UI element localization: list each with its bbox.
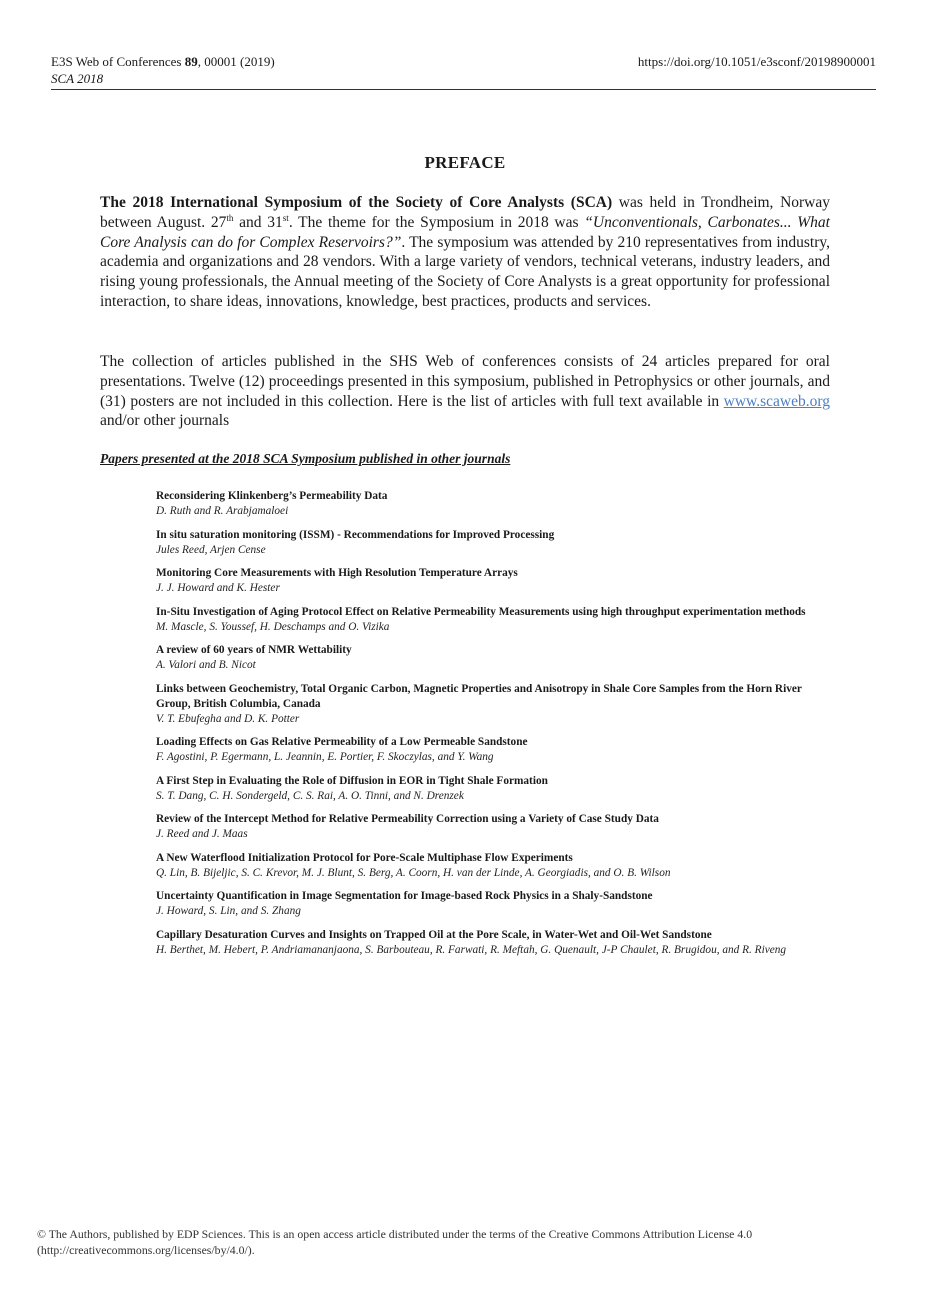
intro-paragraph: The 2018 International Symposium of the Society of Core Analysts (SCA) was held in Trondheim, Norway between August. 27th and 31st. The theme for the Symposium in 2018 was “Unconventionals, Carbonates... What Core Analysis can do for Complex Reservoirs?”. The symposium was attended by 210 representatives from industry, academia and organizations and 28 vendors. With a large variety of vendors, technical veterans, industry leaders, and rising young professionals, the Annual meeting of the Society of Core Analysts is a great opportunity for professional interaction, to share ideas, innovations, knowledge, best practices, products and services. <box>100 194 830 310</box>
paper-entry <box>156 643 821 672</box>
paper-list <box>156 489 821 966</box>
paper-title: Links between Geochemistry, Total Organic Carbon, Magnetic Properties and Anisotropy in Shale Core Samples from the Horn River Group, British Columbia, Canada <box>156 682 802 710</box>
journal-citation: E3S Web of Conferences 89, 00001 (2019) <box>51 54 275 69</box>
intro-lead: The 2018 International Symposium of the Society of Core Analysts (SCA) <box>100 194 613 211</box>
header-divider <box>51 89 876 90</box>
page-title: PREFACE <box>424 153 506 172</box>
paper-entry <box>156 605 821 634</box>
paper-title: In-Situ Investigation of Aging Protocol Effect on Relative Permeability Measurements using high throughput experimentation methods <box>156 605 806 618</box>
license-footer: © The Authors, published by EDP Sciences. This is an open access article distributed under the terms of the Creative Commons Attribution License 4.0 (http://creativecommons.org/licenses/by/4.0/). <box>37 1227 753 1257</box>
paper-authors: Q. Lin, B. Bijeljic, S. C. Krevor, M. J. Blunt, S. Berg, A. Coorn, H. van der Linde, A. Georgiadis, and O. B. Wilson <box>156 866 671 879</box>
paper-title: A First Step in Evaluating the Role of Diffusion in EOR in Tight Shale Formation <box>156 774 548 787</box>
paper-entry <box>156 774 821 803</box>
paper-title: A review of 60 years of NMR Wettability <box>156 644 352 656</box>
collection-paragraph: The collection of articles published in the SHS Web of conferences consists of 24 articles prepared for oral presentations. Twelve (12) proceedings presented in this symposium, published in Petrophysics or other journals, and (31) posters are not included in this collection. Here is the list of articles with full text available in www.scaweb.org and/or other journals <box>100 353 830 430</box>
paper-entry <box>156 928 821 957</box>
paper-title: Reconsidering Klinkenberg’s Permeability Data <box>156 490 388 502</box>
paper-authors: V. T. Ebufegha and D. K. Potter <box>156 712 300 725</box>
paper-title: A New Waterflood Initialization Protocol for Pore-Scale Multiphase Flow Experiments <box>156 851 573 864</box>
paper-authors: D. Ruth and R. Arabjamaloei <box>156 505 289 517</box>
paper-authors: S. T. Dang, C. H. Sondergeld, C. S. Rai, A. O. Tinni, and N. Drenzek <box>156 789 464 802</box>
paper-entry <box>156 682 821 726</box>
paper-entry <box>156 889 821 918</box>
volume-number: 89 <box>184 54 198 69</box>
doi-link[interactable]: https://doi.org/10.1051/e3sconf/20198900001 <box>637 54 876 69</box>
paper-title: Loading Effects on Gas Relative Permeability of a Low Permeable Sandstone <box>156 736 528 748</box>
paper-title: Uncertainty Quantification in Image Segmentation for Image-based Rock Physics in a Shaly-Sandstone <box>156 890 653 902</box>
scaweb-link[interactable]: www.scaweb.org <box>723 392 830 410</box>
paper-entry <box>156 812 821 841</box>
conference-name: SCA 2018 <box>51 71 104 86</box>
paper-authors: J. Howard, S. Lin, and S. Zhang <box>156 905 301 917</box>
paper-authors: H. Berthet, M. Hebert, P. Andriamananjaona, S. Barbouteau, R. Farwati, R. Meftah, G. Quenault, J-P Chaulet, R. Brugidou, and R. Riveng <box>156 943 787 956</box>
symposium-theme: “Unconventionals, Carbonates... What Core Analysis can do for Complex Reservoirs?” <box>100 213 830 251</box>
paper-entry <box>156 735 821 764</box>
paper-authors: A. Valori and B. Nicot <box>156 659 256 671</box>
paper-authors: Jules Reed, Arjen Cense <box>156 543 266 556</box>
paper-authors: F. Agostini, P. Egermann, L. Jeannin, E. Portier, F. Skoczylas, and Y. Wang <box>156 751 494 763</box>
running-header <box>51 53 876 87</box>
paper-entry <box>156 566 821 595</box>
section-heading: Papers presented at the 2018 SCA Symposium published in other journals <box>100 451 511 466</box>
paper-authors: J. Reed and J. Maas <box>156 828 248 840</box>
paper-entry <box>156 528 821 557</box>
paper-entry <box>156 851 821 880</box>
paper-authors: M. Mascle, S. Youssef, H. Deschamps and O. Vizika <box>156 620 390 633</box>
paper-title: Monitoring Core Measurements with High Resolution Temperature Arrays <box>156 567 518 579</box>
paper-entry <box>156 489 821 518</box>
paper-title: Capillary Desaturation Curves and Insights on Trapped Oil at the Pore Scale, in Water-Wet and Oil-Wet Sandstone <box>156 928 712 941</box>
paper-title: Review of the Intercept Method for Relative Permeability Correction using a Variety of Case Study Data <box>156 813 659 825</box>
paper-title: In situ saturation monitoring (ISSM) - Recommendations for Improved Processing <box>156 528 555 541</box>
paper-authors: J. J. Howard and K. Hester <box>156 582 280 594</box>
